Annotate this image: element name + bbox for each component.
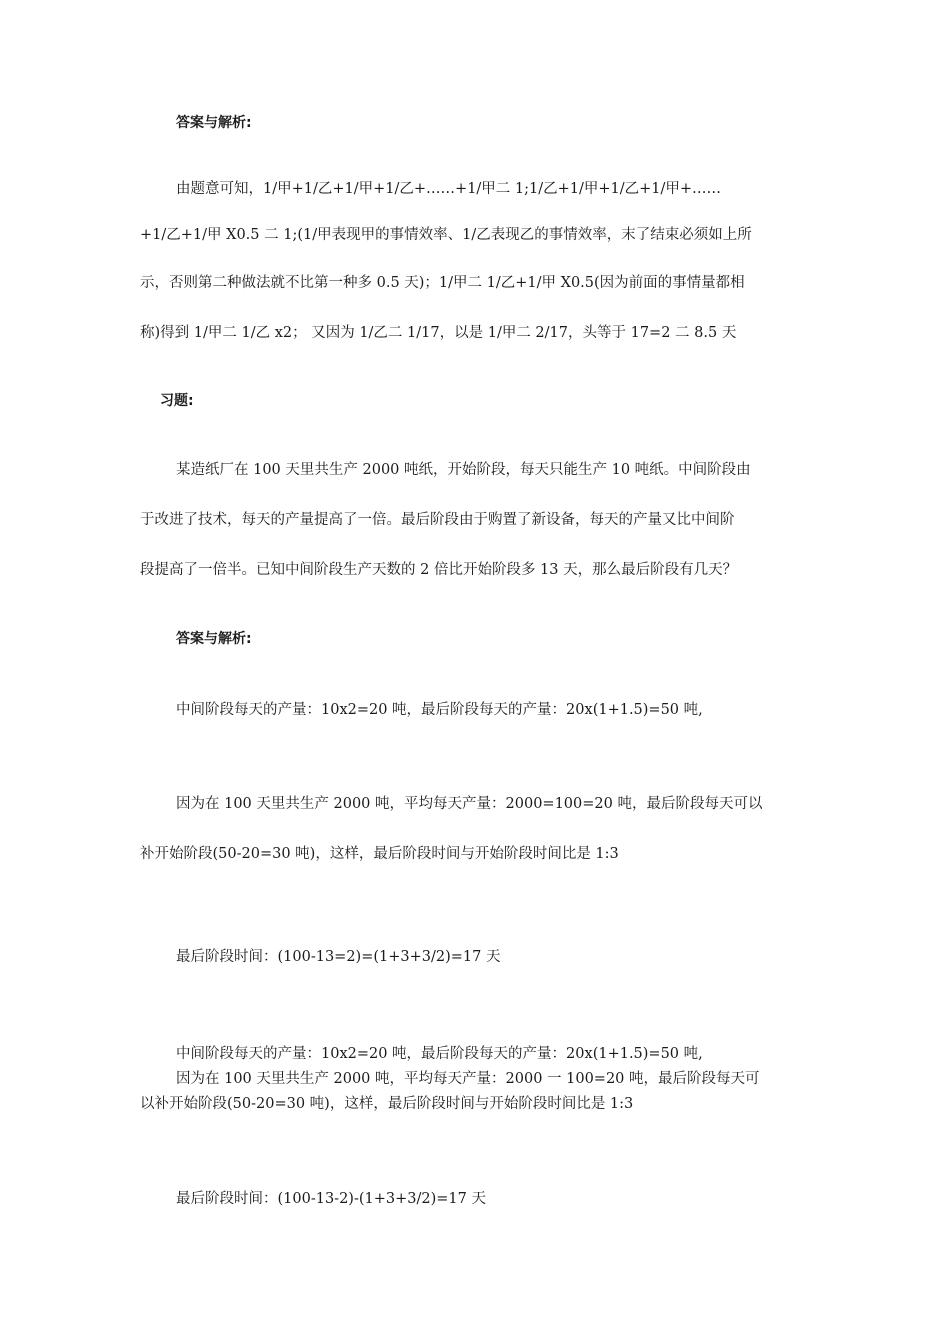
answer-paragraph-3: 最后阶段时间：(100-13=2)=(1+3+3/2)=17 天 xyxy=(176,949,501,965)
exercise-line-3: 段提高了一倍半。已知中间阶段生产天数的 2 倍比开始阶段多 13 天，那么最后阶段有几天？ xyxy=(140,562,738,578)
answer-paragraph-4-line-2: 因为在 100 天里共生产 2000 吨，平均每天产量：2000 一 100=20 吨，最后阶段每天可 xyxy=(176,1071,760,1087)
exercise-line-1: 某造纸厂在 100 天里共生产 2000 吨纸，开始阶段，每天只能生产 10 吨纸。中间阶段由 xyxy=(176,462,751,478)
answer-paragraph-5: 最后阶段时间：(100-13-2)-(1+3+3/2)=17 天 xyxy=(176,1191,486,1207)
solution-line-2: +1/乙+1/甲 X0.5 二 1;(1/甲表现甲的事情效率、1/乙表现乙的事情效率，末了结束必须如上所 xyxy=(140,227,752,243)
exercise-line-2: 于改进了技术，每天的产量提高了一倍。最后阶段由于购置了新设备，每天的产量又比中间阶 xyxy=(140,512,735,528)
answer-heading-2: 答案与解析: xyxy=(176,631,252,647)
solution-line-3: 示，否则第二种做法就不比第一种多 0.5 天)；1/甲二 1/乙+1/甲 X0.5(因为前面的事情量都相 xyxy=(140,275,745,291)
answer-paragraph-1: 中间阶段每天的产量：10x2=20 吨，最后阶段每天的产量：20x(1+1.5)=50 吨, xyxy=(176,702,703,718)
solution-line-4: 称)得到 1/甲二 1/乙 x2； 又因为 1/乙二 1/17，以是 1/甲二 2/17，头等于 17=2 二 8.5 天 xyxy=(140,325,737,341)
answer-paragraph-2-line-2: 补开始阶段(50-20=30 吨)，这样，最后阶段时间与开始阶段时间比是 1:3 xyxy=(140,846,619,862)
answer-paragraph-4-line-3: 以补开始阶段(50-20=30 吨)，这样，最后阶段时间与开始阶段时间比是 1:3 xyxy=(140,1096,634,1112)
answer-paragraph-4-line-1: 中间阶段每天的产量：10x2=20 吨，最后阶段每天的产量：20x(1+1.5)=50 吨, xyxy=(176,1046,703,1062)
solution-line-1: 由题意可知，1/甲+1/乙+1/甲+1/乙+……+1/甲二 1;1/乙+1/甲+1/乙+1/甲+…… xyxy=(176,181,722,197)
answer-paragraph-2-line-1: 因为在 100 天里共生产 2000 吨，平均每天产量：2000=100=20 吨，最后阶段每天可以 xyxy=(176,796,763,812)
answer-heading-1: 答案与解析: xyxy=(176,115,252,131)
exercise-heading: 习题: xyxy=(160,393,194,409)
